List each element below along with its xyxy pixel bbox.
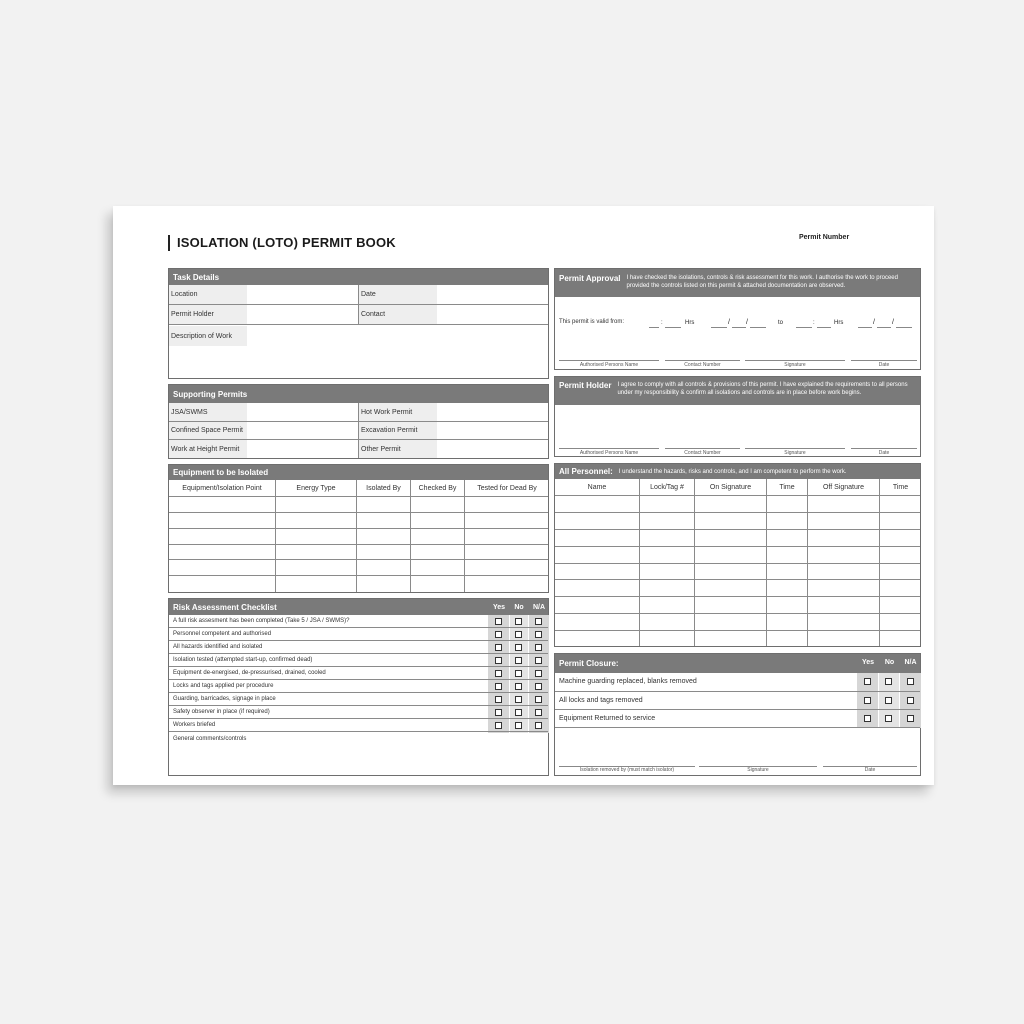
sig-label-date: Date <box>878 450 890 456</box>
permit-holder-label: Permit Holder <box>169 305 247 324</box>
date-slash: / <box>873 319 875 326</box>
checklist-item-label: All locks and tags removed <box>559 697 643 704</box>
table-row[interactable] <box>169 576 548 592</box>
equipment-table <box>169 480 548 592</box>
col-energy-type: Energy Type <box>296 484 336 492</box>
checklist-item-label: All hazards identified and isolated <box>173 644 263 650</box>
na-checkbox[interactable] <box>535 644 542 651</box>
col-checked-by: Checked By <box>418 484 457 492</box>
permit-holder-statement: I agree to comply with all controls & provisions of this permit. I have explained the requirements to all persons under my responsibility & confirm all isolations and controls are in place before work begins. <box>617 382 908 396</box>
col-tested-dead-by: Tested for Dead By <box>477 484 537 492</box>
col-off-signature: Off Signature <box>822 483 865 491</box>
yes-checkbox[interactable] <box>495 696 502 703</box>
closure-col-no: No <box>884 658 895 666</box>
col-name: Name <box>587 483 607 491</box>
col-isolated-by: Isolated By <box>366 484 401 492</box>
no-checkbox[interactable] <box>515 670 522 677</box>
equipment-section <box>168 464 549 593</box>
checklist-row <box>169 628 548 641</box>
description-field[interactable] <box>249 327 547 377</box>
closure-col-na: N/A <box>904 658 917 666</box>
sig-label-signature: Signature <box>784 362 806 368</box>
title-accent-bar <box>168 235 170 251</box>
hrs-label: Hrs <box>685 320 695 326</box>
yes-checkbox[interactable] <box>495 657 502 664</box>
na-checkbox[interactable] <box>535 657 542 664</box>
no-checkbox[interactable] <box>515 709 522 716</box>
checklist-item-label: Personnel competent and authorised <box>173 631 272 637</box>
table-row[interactable] <box>169 529 548 545</box>
checklist-row <box>555 673 920 692</box>
checklist-row <box>169 706 548 719</box>
no-checkbox[interactable] <box>515 657 522 664</box>
description-label: Description of Work <box>169 326 247 346</box>
all-personnel-statement: I understand the hazards, risks and controls, and I am competent to perform the work. <box>618 468 847 475</box>
yes-checkbox[interactable] <box>495 709 502 716</box>
no-checkbox[interactable] <box>515 722 522 729</box>
confined-space-label: Confined Space Permit <box>169 422 247 439</box>
table-row[interactable] <box>169 513 548 529</box>
checklist-item-label: Safety observer in place (if required) <box>173 709 270 715</box>
time-colon: : <box>813 320 815 326</box>
checklist-row <box>169 719 548 732</box>
all-personnel-header: All Personnel: <box>559 467 613 476</box>
permit-holder-field[interactable] <box>249 307 357 323</box>
permit-number-label: Permit Number <box>799 234 850 241</box>
risk-col-na: N/A <box>532 603 546 611</box>
checklist-row <box>169 680 548 693</box>
no-checkbox[interactable] <box>515 683 522 690</box>
checklist-row <box>555 692 920 710</box>
jsa-swms-label: JSA/SWMS <box>169 403 247 421</box>
table-row[interactable] <box>555 547 920 564</box>
date-slash: / <box>746 319 748 326</box>
other-permit-label: Other Permit <box>359 440 437 458</box>
na-checkbox[interactable] <box>535 631 542 638</box>
na-checkbox[interactable] <box>535 683 542 690</box>
sig-label-name: Authorised Persons Name <box>579 450 639 456</box>
permit-closure-header: Permit Closure: <box>559 659 619 668</box>
yes-checkbox[interactable] <box>495 644 502 651</box>
table-row[interactable] <box>555 597 920 614</box>
col-time-on: Time <box>779 483 795 491</box>
col-lock-tag: Lock/Tag # <box>650 483 684 491</box>
yes-checkbox[interactable] <box>495 631 502 638</box>
col-time-off: Time <box>892 483 909 491</box>
task-details-header: Task Details <box>169 269 548 285</box>
general-comments-label: General comments/controls <box>173 736 247 742</box>
risk-checklist-section <box>168 598 549 776</box>
table-row[interactable] <box>555 631 920 647</box>
yes-checkbox[interactable] <box>864 697 871 704</box>
to-label: to <box>778 320 784 326</box>
table-row[interactable] <box>169 497 548 513</box>
time-colon: : <box>661 320 663 326</box>
permit-approval-header: Permit Approval <box>559 274 621 283</box>
sig-label-name: Authorised Persons Name <box>579 362 639 368</box>
yes-checkbox[interactable] <box>495 722 502 729</box>
checklist-row <box>169 654 548 667</box>
date-slash: / <box>892 319 894 326</box>
no-checkbox[interactable] <box>885 715 892 722</box>
risk-checklist-header: Risk Assessment Checklist <box>173 602 277 612</box>
checklist-item-label: A full risk assesment has been completed (Take 5 / JSA / SWMS)? <box>173 618 350 624</box>
na-checkbox[interactable] <box>907 715 914 722</box>
date-slash: / <box>728 319 730 326</box>
sig-label-contact: Contact Number <box>684 362 721 368</box>
supporting-permits-section <box>168 384 549 459</box>
general-comments-field[interactable] <box>173 745 545 773</box>
no-checkbox[interactable] <box>885 678 892 685</box>
table-row[interactable] <box>555 496 920 513</box>
yes-checkbox[interactable] <box>495 670 502 677</box>
risk-col-yes: Yes <box>492 603 506 611</box>
sig-label-date: Date <box>878 362 890 368</box>
supporting-permits-header: Supporting Permits <box>169 385 548 403</box>
checklist-row <box>169 667 548 680</box>
yes-checkbox[interactable] <box>495 683 502 690</box>
yes-checkbox[interactable] <box>864 678 871 685</box>
na-checkbox[interactable] <box>535 709 542 716</box>
na-checkbox[interactable] <box>535 618 542 625</box>
sig-label-signature: Signature <box>747 767 769 773</box>
yes-checkbox[interactable] <box>864 715 871 722</box>
contact-label: Contact <box>359 305 437 324</box>
sig-label-signature: Signature <box>784 450 806 456</box>
permit-approval-statement: I have checked the isolations, controls & risk assessment for this work. I authorise the work to proceed provided the controls listed on this permit & attached documentation are observed. <box>626 275 898 289</box>
location-field[interactable] <box>249 287 357 303</box>
table-row[interactable] <box>555 513 920 530</box>
permit-approval-section <box>554 268 921 370</box>
no-checkbox[interactable] <box>515 631 522 638</box>
work-at-height-label: Work at Height Permit <box>169 440 247 458</box>
sig-label-isolation-removed-by: Isolation removed by (must match isolator) <box>579 767 675 773</box>
table-row[interactable] <box>555 530 920 547</box>
excavation-label: Excavation Permit <box>359 422 437 439</box>
table-row[interactable] <box>169 545 548 560</box>
checklist-item-label: Equipment Returned to service <box>559 715 656 722</box>
na-checkbox[interactable] <box>535 670 542 677</box>
valid-from-label: This permit is valid from: <box>559 319 625 325</box>
table-row[interactable] <box>555 580 920 597</box>
yes-checkbox[interactable] <box>495 618 502 625</box>
hrs-label: Hrs <box>834 320 844 326</box>
permit-holder-section <box>554 376 921 457</box>
na-checkbox[interactable] <box>907 678 914 685</box>
checklist-item-label: Equipment de-energised, de-pressurised, drained, cooled <box>173 670 326 676</box>
col-equipment-point: Equipment/Isolation Point <box>182 484 262 492</box>
no-checkbox[interactable] <box>885 697 892 704</box>
col-on-signature: On Signature <box>709 483 752 491</box>
equipment-header: Equipment to be Isolated <box>169 465 548 480</box>
table-row[interactable] <box>169 560 548 576</box>
location-label: Location <box>169 285 247 304</box>
checklist-item-label: Guarding, barricades, signage in place <box>173 696 276 702</box>
na-checkbox[interactable] <box>535 696 542 703</box>
checklist-item-label: Locks and tags applied per procedure <box>173 683 274 689</box>
risk-col-no: No <box>514 603 524 611</box>
task-details-section <box>168 268 549 379</box>
page-title: ISOLATION (LOTO) PERMIT BOOK <box>177 235 396 250</box>
closure-col-yes: Yes <box>861 658 875 666</box>
permit-page <box>113 206 934 785</box>
all-personnel-section <box>554 463 921 647</box>
personnel-table <box>555 479 920 646</box>
sig-label-date: Date <box>864 767 876 773</box>
table-row[interactable] <box>555 564 920 580</box>
checklist-item-label: Workers briefed <box>173 722 216 728</box>
checklist-row <box>555 710 920 728</box>
date-label: Date <box>359 285 437 304</box>
no-checkbox[interactable] <box>515 644 522 651</box>
checklist-row <box>169 693 548 706</box>
table-row[interactable] <box>555 614 920 631</box>
permit-holder-header: Permit Holder <box>559 381 612 390</box>
checklist-item-label: Isolation tested (attempted start-up, confirmed dead) <box>173 657 313 663</box>
na-checkbox[interactable] <box>535 722 542 729</box>
no-checkbox[interactable] <box>515 696 522 703</box>
na-checkbox[interactable] <box>907 697 914 704</box>
sig-label-contact: Contact Number <box>684 450 721 456</box>
contact-field[interactable] <box>439 307 547 323</box>
checklist-row <box>169 641 548 654</box>
hot-work-label: Hot Work Permit <box>359 403 437 421</box>
checklist-row <box>169 615 548 628</box>
checklist-item-label: Machine guarding replaced, blanks removed <box>559 678 697 685</box>
permit-closure-section <box>554 653 921 776</box>
no-checkbox[interactable] <box>515 618 522 625</box>
date-field[interactable] <box>439 287 547 303</box>
